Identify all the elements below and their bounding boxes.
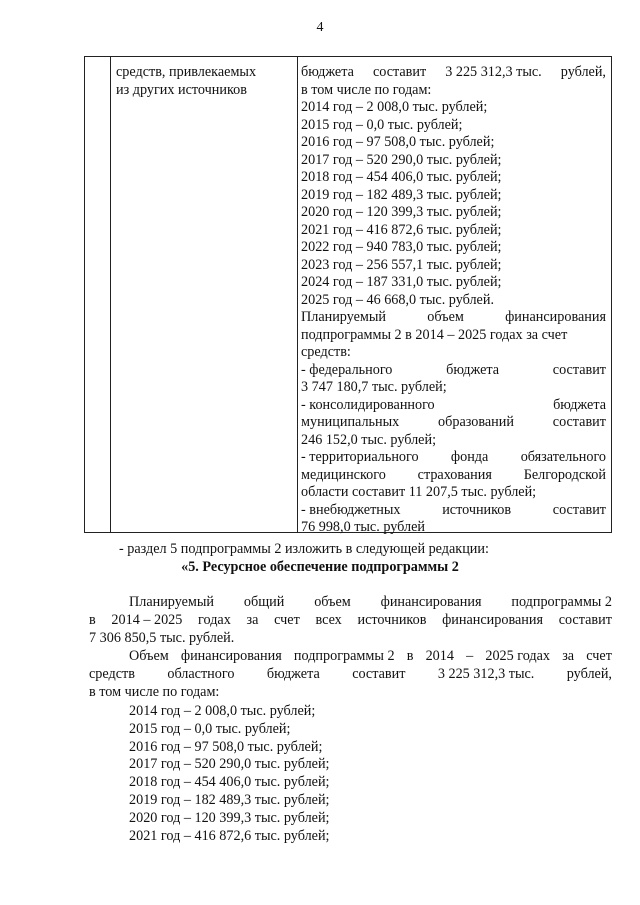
word: финансирования — [442, 611, 543, 628]
word: Планируемый — [129, 594, 215, 610]
year-line: 2020 год – 120 399,3 тыс. рублей; — [301, 204, 502, 220]
word: областного — [167, 665, 235, 682]
word: рублей, — [560, 64, 606, 80]
year-line: 2024 год – 187 331,0 тыс. рублей; — [301, 274, 502, 290]
year-line: 2015 год – 0,0 тыс. рублей; — [301, 116, 463, 133]
year-line: 2015 год – 0,0 тыс. рублей; — [129, 720, 291, 737]
year-line: 2018 год – 454 406,0 тыс. рублей; — [301, 169, 502, 185]
table-column-divider — [297, 57, 298, 532]
word: общий — [243, 594, 285, 610]
year-line: 2014 год – 2 008,0 тыс. рублей; — [301, 99, 488, 115]
word: Белгородской — [523, 466, 606, 483]
word: страхования — [417, 466, 492, 483]
extrabudgetary-amount: 76 998,0 тыс. рублей — [301, 519, 425, 535]
word: - федерального — [301, 361, 393, 378]
word: счет — [586, 648, 612, 664]
word: – — [466, 648, 474, 664]
paragraph-total-financing — [89, 594, 612, 647]
year-line: 2017 год – 520 290,0 тыс. рублей; — [129, 756, 330, 773]
word: 3 225 312,3 тыс. — [437, 665, 535, 682]
table-right-cell — [301, 64, 606, 537]
federal-budget-line — [301, 362, 606, 380]
word: финансирования — [505, 309, 606, 325]
financing-table — [84, 56, 612, 533]
section-title: «5. Ресурсное обеспечение подпрограммы 2 — [181, 559, 459, 575]
table-column-divider — [110, 57, 111, 532]
year-line: 2020 год – 120 399,3 тыс. рублей; — [129, 809, 330, 826]
word: Объем — [129, 648, 169, 664]
word: 2014 — [425, 648, 454, 664]
word: составит — [372, 64, 427, 80]
paragraph-line — [89, 666, 612, 684]
year-line: 2021 год – 416 872,6 тыс. рублей; — [301, 221, 502, 238]
word: подпрограммы 2 — [511, 594, 612, 610]
table-left-cell — [116, 64, 292, 99]
planned-line — [301, 309, 606, 327]
year-line: 2019 год – 182 489,3 тыс. рублей; — [129, 791, 330, 808]
left-cell-line: из других источников — [116, 81, 247, 98]
word: бюджета — [446, 361, 500, 378]
in-years-line: в том числе по годам: — [301, 81, 432, 98]
word: 3 225 312,3 тыс. — [445, 64, 542, 80]
paragraph-line: в том числе по годам: — [89, 683, 220, 700]
paragraph-line — [89, 648, 612, 666]
amendment-instruction: - раздел 5 подпрограммы 2 изложить в следующей редакции: — [119, 541, 489, 557]
paragraph-line: 7 306 850,5 тыс. рублей. — [89, 629, 235, 646]
word: - территориального — [301, 449, 419, 465]
word: счет — [274, 611, 300, 628]
word: медицинского — [301, 466, 386, 483]
year-line: 2022 год – 940 783,0 тыс. рублей; — [301, 239, 502, 255]
word: рублей, — [566, 665, 612, 682]
word: составит — [552, 361, 606, 378]
word: бюджета — [266, 665, 320, 682]
word: в — [89, 611, 96, 628]
word: источников — [357, 611, 427, 628]
left-cell-line: средств, привлекаемых — [116, 64, 257, 80]
territorial-fund-line — [301, 467, 606, 485]
federal-budget-amount: 3 747 180,7 тыс. рублей; — [301, 379, 447, 395]
word: источников — [442, 501, 512, 518]
word: объем — [314, 594, 351, 610]
word: составит — [552, 501, 606, 518]
word: объем — [427, 309, 464, 325]
year-line: 2023 год – 256 557,1 тыс. рублей; — [301, 256, 502, 273]
word: фонда — [450, 449, 489, 465]
year-line: 2019 год – 182 489,3 тыс. рублей; — [301, 186, 502, 203]
consolidated-budget-amount: 246 152,0 тыс. рублей; — [301, 431, 437, 448]
word: бюджета — [301, 64, 354, 80]
page-number: 4 — [316, 20, 324, 35]
year-line: 2016 год – 97 508,0 тыс. рублей; — [301, 134, 495, 150]
planned-line: подпрограммы 2 в 2014 – 2025 годах за счет — [301, 326, 568, 343]
word: в — [406, 648, 414, 664]
years-list — [129, 703, 330, 845]
word: - консолидированного — [301, 396, 435, 413]
word: составит — [558, 611, 612, 628]
word: всех — [315, 611, 342, 628]
year-line: 2018 год – 454 406,0 тыс. рублей; — [129, 774, 330, 791]
year-line: 2014 год – 2 008,0 тыс. рублей; — [129, 703, 316, 719]
paragraph-line — [89, 594, 612, 612]
word: - внебюджетных — [301, 501, 401, 518]
budget-line — [301, 64, 606, 82]
paragraph-regional-budget — [89, 648, 612, 701]
word: средств — [89, 665, 135, 682]
territorial-fund-line — [301, 449, 606, 467]
year-line: 2016 год – 97 508,0 тыс. рублей; — [129, 738, 323, 755]
paragraph-line — [89, 612, 612, 630]
word: образований — [438, 414, 514, 430]
word: составит — [352, 665, 406, 682]
planned-line: средств: — [301, 344, 351, 360]
word: обязательного — [520, 449, 606, 465]
word: за — [246, 611, 259, 628]
word: подпрограммы 2 — [293, 648, 395, 664]
word: годах — [198, 611, 231, 628]
word: финансирования — [380, 594, 482, 610]
word: бюджета — [553, 396, 606, 413]
word: за — [562, 648, 575, 664]
word: 2014 – 2025 — [111, 611, 183, 628]
year-line: 2017 год – 520 290,0 тыс. рублей; — [301, 151, 502, 168]
consolidated-budget-line — [301, 397, 606, 415]
consolidated-budget-line — [301, 414, 606, 432]
territorial-fund-amount: области составит 11 207,5 тыс. рублей; — [301, 484, 537, 500]
word: 2025 годах — [485, 648, 551, 664]
year-line: 2021 год – 416 872,6 тыс. рублей; — [129, 827, 330, 844]
word: Планируемый — [301, 309, 387, 325]
word: финансирования — [180, 648, 282, 664]
word: составит — [552, 414, 606, 430]
extrabudgetary-line — [301, 502, 606, 520]
word: муниципальных — [301, 414, 400, 430]
year-line: 2025 год – 46 668,0 тыс. рублей. — [301, 291, 494, 308]
